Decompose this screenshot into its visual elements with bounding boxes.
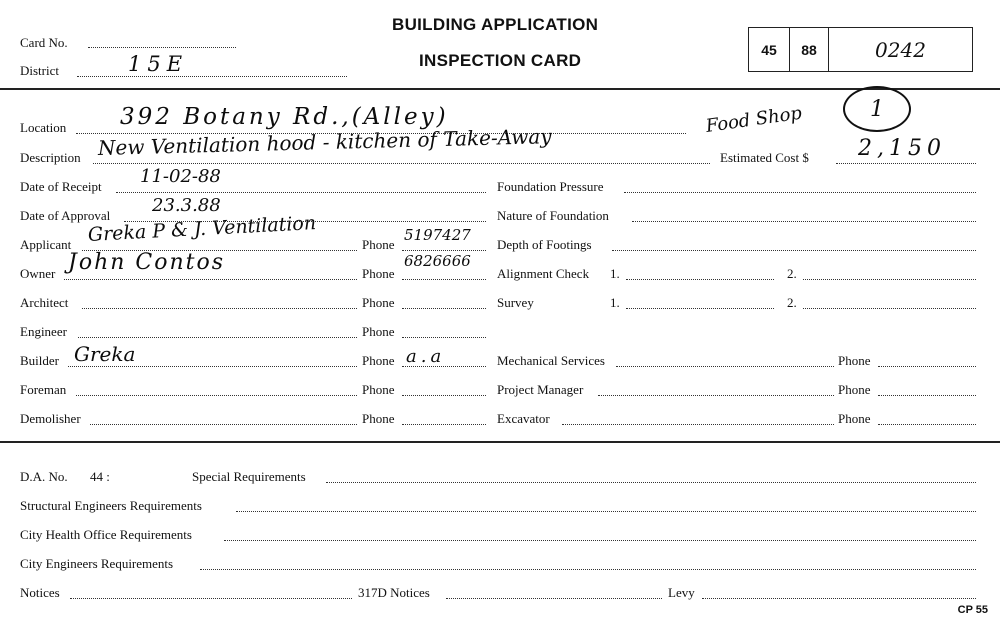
date-receipt-value: 11-02-88 (140, 166, 221, 187)
foundation-pressure-field[interactable] (624, 192, 976, 193)
location-value: 392 Botany Rd.,(Alley) (120, 104, 449, 130)
builder-phone-label: Phone (362, 353, 395, 368)
card-number-box (748, 27, 973, 72)
demolisher-phone-label: Phone (362, 411, 395, 426)
engineer-field[interactable] (78, 337, 357, 338)
mechanical-phone-field[interactable] (878, 366, 976, 367)
circled-number: 1 (870, 96, 884, 122)
divider-middle (0, 441, 1000, 443)
builder-value: Greka (74, 342, 136, 366)
health-office-requirements-label: City Health Office Requirements (20, 527, 192, 542)
demolisher-label: Demolisher (20, 411, 81, 426)
foreman-phone-label: Phone (362, 382, 395, 397)
card-number-cell: 88 (790, 28, 829, 71)
food-shop-note: Food Shop (704, 102, 804, 137)
excavator-label: Excavator (497, 411, 550, 426)
structural-requirements-field[interactable] (236, 511, 976, 512)
notices-field[interactable] (70, 598, 352, 599)
builder-phone-value: a.a (406, 346, 446, 367)
owner-phone-label: Phone (362, 266, 395, 281)
engineer-label: Engineer (20, 324, 67, 339)
mechanical-field[interactable] (616, 366, 834, 367)
owner-phone-value: 6826666 (404, 252, 471, 270)
engineer-phone-label: Phone (362, 324, 395, 339)
notices-317d-field[interactable] (446, 598, 662, 599)
excavator-phone-label: Phone (838, 411, 871, 426)
date-receipt-label: Date of Receipt (20, 179, 102, 194)
date-approval-label: Date of Approval (20, 208, 111, 223)
da-no-value: 44 : (90, 469, 110, 484)
architect-field[interactable] (82, 308, 357, 309)
card-number-cell: 45 (749, 28, 790, 71)
survey-field-2[interactable] (803, 308, 976, 309)
title-inspection-card: INSPECTION CARD (419, 51, 582, 70)
foreman-label: Foreman (20, 382, 67, 397)
alignment-check-num-1: 1. (610, 266, 620, 281)
owner-label: Owner (20, 266, 56, 281)
nature-foundation-field[interactable] (632, 221, 976, 222)
mechanical-phone-label: Phone (838, 353, 871, 368)
estimated-cost-label: Estimated Cost $ (720, 150, 809, 165)
notices-label: Notices (20, 585, 60, 600)
estimated-cost-field[interactable] (836, 163, 976, 164)
date-approval-value: 23.3.88 (152, 195, 221, 216)
circled-mark (843, 86, 911, 132)
nature-foundation-label: Nature of Foundation (497, 208, 609, 223)
applicant-phone-label: Phone (362, 237, 395, 252)
architect-phone-label: Phone (362, 295, 395, 310)
alignment-check-field-1[interactable] (626, 279, 774, 280)
title-building-application: BUILDING APPLICATION (392, 15, 599, 34)
alignment-check-label: Alignment Check (497, 266, 590, 281)
depth-footings-label: Depth of Footings (497, 237, 592, 252)
project-manager-label: Project Manager (497, 382, 584, 397)
city-engineers-requirements-field[interactable] (200, 569, 976, 570)
excavator-field[interactable] (562, 424, 834, 425)
engineer-phone-field[interactable] (402, 337, 486, 338)
builder-field[interactable] (68, 366, 357, 367)
location-label: Location (20, 120, 67, 135)
district-label: District (20, 63, 59, 78)
levy-field[interactable] (702, 598, 976, 599)
applicant-value: Greka P & J. Ventilation (87, 212, 317, 246)
survey-num-1: 1. (610, 295, 620, 310)
excavator-phone-field[interactable] (878, 424, 976, 425)
owner-field[interactable] (64, 279, 357, 280)
structural-requirements-label: Structural Engineers Requirements (20, 498, 202, 513)
architect-phone-field[interactable] (402, 308, 486, 309)
alignment-check-num-2: 2. (787, 266, 797, 281)
applicant-phone-field[interactable] (402, 250, 486, 251)
health-office-requirements-field[interactable] (224, 540, 976, 541)
city-engineers-requirements-label: City Engineers Requirements (20, 556, 174, 571)
divider-top (0, 88, 1000, 90)
special-requirements-field[interactable] (326, 482, 976, 483)
project-manager-phone-label: Phone (838, 382, 871, 397)
card-number-cell: 0242 (875, 37, 926, 62)
mechanical-label: Mechanical Services (497, 353, 605, 368)
notices-317d-label: 317D Notices (358, 585, 430, 600)
architect-label: Architect (20, 295, 69, 310)
district-field[interactable] (77, 76, 347, 77)
special-requirements-label: Special Requirements (192, 469, 306, 484)
demolisher-phone-field[interactable] (402, 424, 486, 425)
da-no-label: D.A. No. (20, 469, 68, 484)
levy-label: Levy (668, 585, 695, 600)
foundation-pressure-label: Foundation Pressure (497, 179, 604, 194)
description-value: New Ventilation hood - kitchen of Take-Away (97, 124, 552, 160)
survey-field-1[interactable] (626, 308, 774, 309)
builder-label: Builder (20, 353, 59, 368)
card-no-field[interactable] (88, 47, 236, 48)
district-value: 15E (128, 52, 189, 76)
survey-label: Survey (497, 295, 534, 310)
demolisher-field[interactable] (90, 424, 357, 425)
description-label: Description (20, 150, 81, 165)
estimated-cost-value: 2,150 (858, 136, 946, 161)
owner-phone-field[interactable] (402, 279, 486, 280)
alignment-check-field-2[interactable] (803, 279, 976, 280)
form-code: CP 55 (957, 604, 988, 616)
project-manager-phone-field[interactable] (878, 395, 976, 396)
card-no-label: Card No. (20, 35, 68, 50)
project-manager-field[interactable] (598, 395, 834, 396)
description-field[interactable] (93, 163, 710, 164)
owner-value: John Contos (68, 250, 226, 275)
depth-footings-field[interactable] (612, 250, 976, 251)
applicant-phone-value: 5197427 (404, 226, 471, 244)
date-receipt-field[interactable] (116, 192, 486, 193)
survey-num-2: 2. (787, 295, 797, 310)
applicant-label: Applicant (20, 237, 72, 252)
foreman-phone-field[interactable] (402, 395, 486, 396)
foreman-field[interactable] (76, 395, 357, 396)
